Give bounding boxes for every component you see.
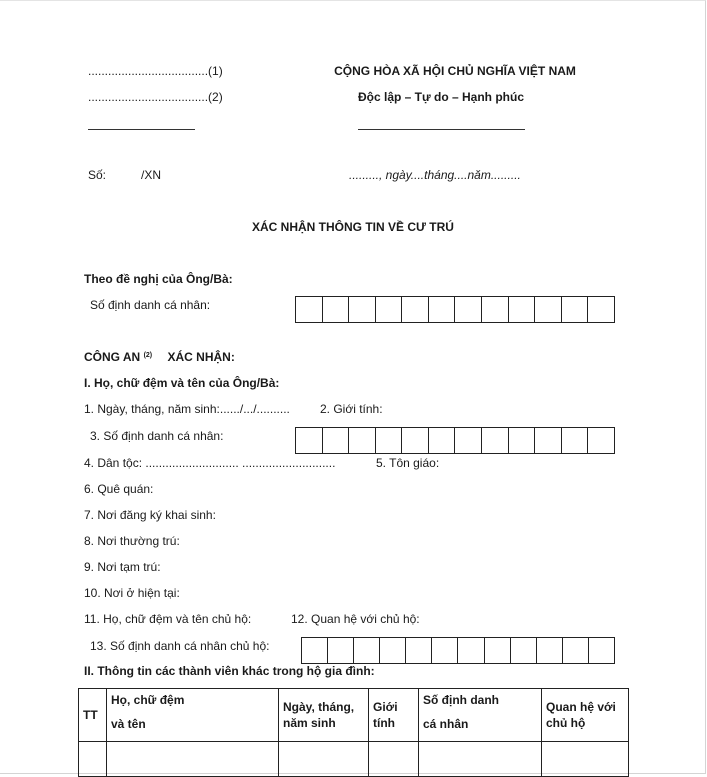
field-relation-to-head: 12. Quan hệ với chủ hộ:: [291, 612, 420, 626]
field-current-residence: 10. Nơi ở hiện tại:: [84, 586, 180, 600]
document-number-label: Số:: [88, 168, 107, 182]
household-head-id-boxes[interactable]: [301, 637, 615, 664]
header-date-of-birth: Ngày, tháng, năm sinh: [279, 689, 369, 742]
issuing-unit-line: ....................................(2): [88, 90, 223, 104]
police-confirm-line: [84, 350, 235, 364]
table-row: [79, 742, 629, 777]
personal-id-boxes[interactable]: [295, 427, 615, 454]
motto-underline: [358, 129, 525, 130]
field-birth-registration-place: 7. Nơi đăng ký khai sinh:: [84, 508, 216, 522]
field-ethnicity: 4. Dân tộc: ............................ ............................: [84, 456, 336, 470]
section-2-heading: II. Thông tin các thành viên khác trong hộ gia đình:: [84, 664, 375, 678]
header-relation: Quan hệ với chủ hộ: [542, 689, 629, 742]
table-header-row: [79, 689, 629, 742]
request-label: Theo đề nghị của Ông/Bà:: [84, 272, 233, 286]
field-household-head-id: 13. Số định danh cá nhân chủ hộ:: [90, 639, 270, 653]
field-personal-id: 3. Số định danh cá nhân:: [90, 429, 224, 443]
nation-title: CỘNG HÒA XÃ HỘI CHỦ NGHĨA VIỆT NAM: [334, 64, 576, 78]
national-motto: Độc lập – Tự do – Hạnh phúc: [357, 90, 525, 104]
request-id-label: Số định danh cá nhân:: [90, 298, 211, 312]
agency-underline: [88, 129, 195, 130]
document-title: XÁC NHẬN THÔNG TIN VỀ CƯ TRÚ: [252, 220, 454, 234]
requester-id-boxes[interactable]: [295, 296, 615, 323]
police-label: CÔNG AN: [84, 350, 141, 364]
field-permanent-residence: 8. Nơi thường trú:: [84, 534, 180, 548]
field-temporary-residence: 9. Nơi tạm trú:: [84, 560, 161, 574]
issuing-agency-line: ....................................(1): [88, 64, 223, 78]
field-religion: 5. Tôn giáo:: [376, 456, 440, 470]
place-date-line: ........., ngày....tháng....năm.........: [349, 168, 521, 182]
confirm-label: XÁC NHẬN:: [167, 350, 235, 364]
header-gender: Giới tính: [369, 689, 419, 742]
header-personal-id: Số định danh cá nhân: [419, 689, 542, 742]
field-gender: 2. Giới tính:: [320, 402, 383, 416]
header-tt: TT: [79, 689, 107, 742]
household-members-table: [78, 688, 629, 777]
field-household-head-name: 11. Họ, chữ đệm và tên chủ hộ:: [84, 612, 252, 626]
document-number-suffix: /XN: [141, 168, 162, 182]
footnote-ref: (2): [143, 352, 153, 359]
header-full-name: Họ, chữ đệm và tên: [107, 689, 279, 742]
field-hometown: 6. Quê quán:: [84, 482, 154, 496]
field-date-of-birth: 1. Ngày, tháng, năm sinh:....../.../..........: [84, 402, 290, 416]
section-1-heading: I. Họ, chữ đệm và tên của Ông/Bà:: [84, 376, 280, 390]
